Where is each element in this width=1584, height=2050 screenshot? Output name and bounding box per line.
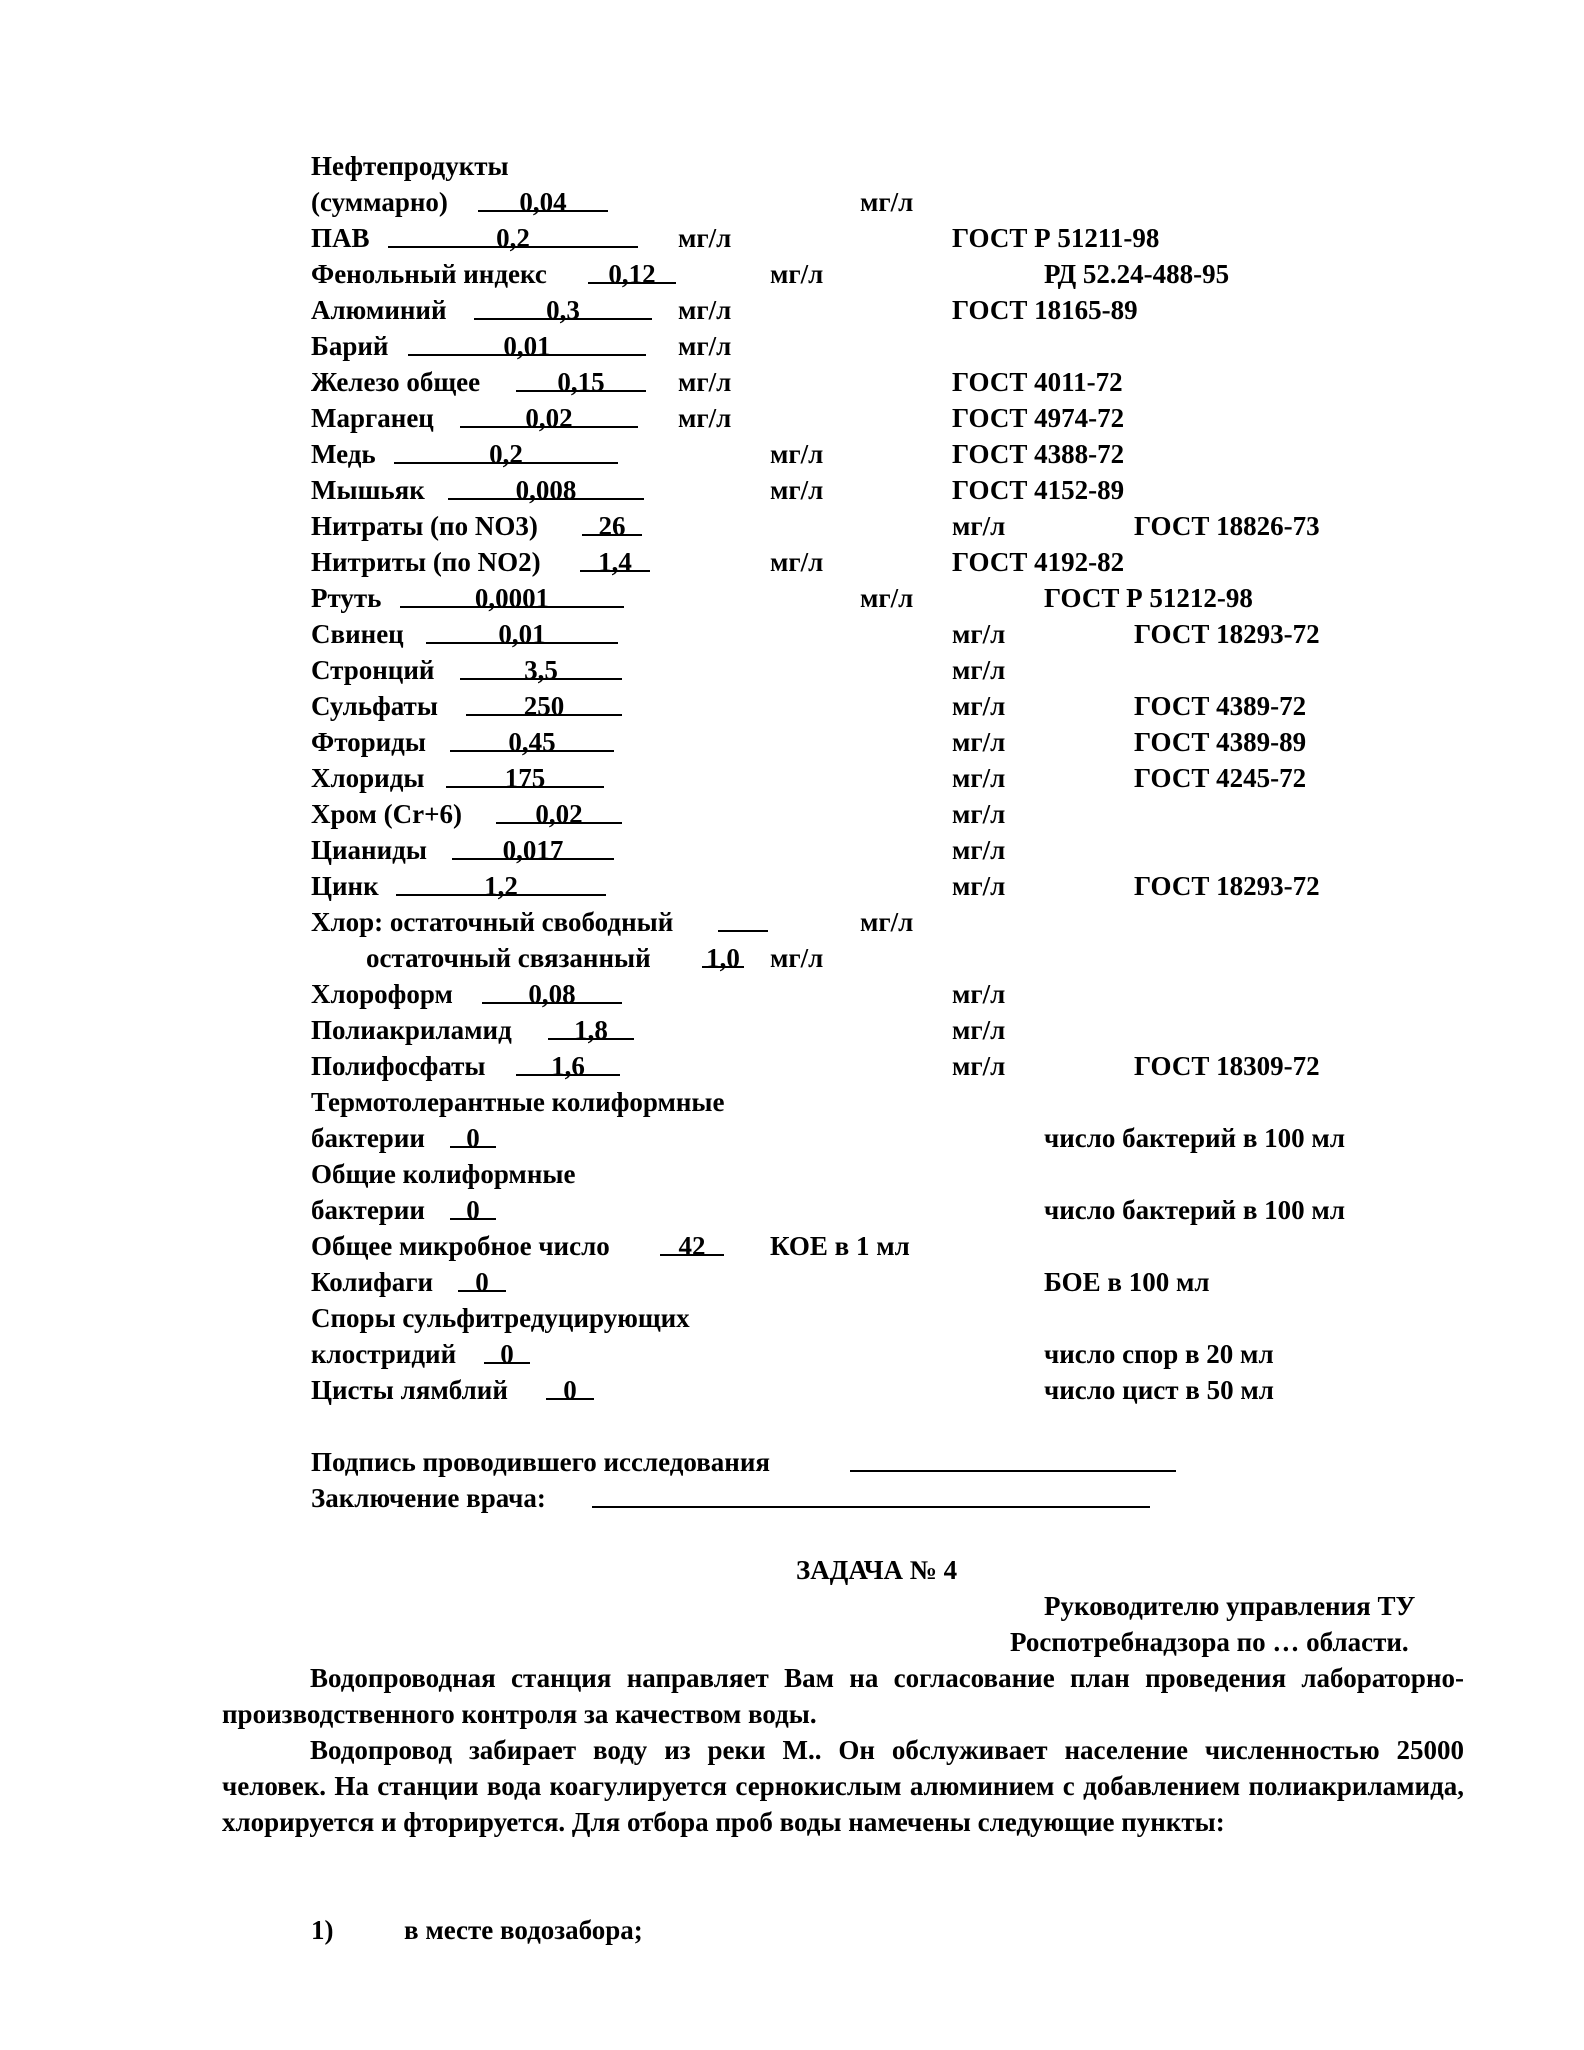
nitrity-row: [0, 544, 1584, 580]
obshchie-koliformnye-title: [0, 1156, 1584, 1192]
hloroform-row: [0, 976, 1584, 1012]
poliakrilamid-row: [0, 1012, 1584, 1048]
field-unit-or-standard: мг/л: [678, 403, 732, 433]
field-value: 0: [475, 1267, 489, 1297]
field-unit-or-standard: мг/л: [770, 439, 824, 469]
field-value: 0,08: [528, 979, 576, 1009]
field-value: 1,8: [574, 1015, 608, 1045]
field-unit-or-standard: мг/л: [952, 835, 1006, 865]
field-label: Ртуть: [311, 583, 389, 613]
field-value: 0,45: [508, 727, 556, 757]
ftoridy-row: [0, 724, 1584, 760]
field-unit-or-standard: ГОСТ 18165-89: [952, 295, 1138, 325]
marganec-row: [0, 400, 1584, 436]
termotolerantnye-row: [0, 1120, 1584, 1156]
field-value: 0: [466, 1195, 480, 1225]
field-unit-or-standard: ГОСТ 18293-72: [1134, 871, 1320, 901]
field-label: Нефтепродукты: [311, 151, 509, 181]
field-unit-or-standard: мг/л: [860, 907, 914, 937]
field-value: 0,15: [557, 367, 605, 397]
field-unit-or-standard: КОЕ в 1 мл: [770, 1231, 910, 1261]
field-value: 0,3: [546, 295, 580, 325]
field-label: ПАВ: [311, 223, 377, 253]
field-value: 0: [563, 1375, 577, 1405]
field-unit-or-standard: ГОСТ 18826-73: [1134, 511, 1320, 541]
field-label: Заключение врача:: [311, 1483, 553, 1513]
field-label: Цианиды: [311, 835, 434, 865]
field-unit-or-standard: мг/л: [952, 655, 1006, 685]
field-unit-or-standard: мг/л: [952, 1015, 1006, 1045]
spory-row: [0, 1336, 1584, 1372]
field-value: 175: [504, 763, 546, 793]
field-value: 0,02: [535, 799, 583, 829]
field-label: Полифосфаты: [311, 1051, 493, 1081]
cisty-row: [0, 1372, 1584, 1408]
field-label: Цисты лямблий: [311, 1375, 515, 1405]
cink-row: [0, 868, 1584, 904]
field-unit-or-standard: ГОСТ 18293-72: [1134, 619, 1320, 649]
field-unit-or-standard: мг/л: [952, 979, 1006, 1009]
field-label: Сульфаты: [311, 691, 445, 721]
spory-title: [0, 1300, 1584, 1336]
field-value: 0,01: [498, 619, 546, 649]
field-unit-or-standard: мг/л: [770, 259, 824, 289]
field-label: Алюминий: [311, 295, 454, 325]
field-label: Полиакриламид: [311, 1015, 519, 1045]
field-value: 1,2: [484, 871, 518, 901]
field-unit-or-standard: мг/л: [952, 763, 1006, 793]
field-unit-or-standard: ГОСТ 4974-72: [952, 403, 1125, 433]
nefteprodukty-row: [0, 184, 1584, 220]
field-unit-or-standard: мг/л: [860, 583, 914, 613]
field-unit-or-standard: ГОСТ Р 51211-98: [952, 223, 1160, 253]
field-label: клостридий: [311, 1339, 463, 1369]
field-unit-or-standard: мг/л: [952, 1051, 1006, 1081]
field-unit-or-standard: ГОСТ 4152-89: [952, 475, 1125, 505]
field-value: 42: [678, 1231, 706, 1261]
paragraph-2: Водопровод забирает воду из реки М.. Он обслуживает население численностью 25000 человек. На станции вода коагулируется сернокислым алюминием с добавлением полиакриламида, хлорируется и фторируется. Для отбора проб воды намечены следующие пункты:: [222, 1735, 1464, 1837]
field-label: Марганец: [311, 403, 441, 433]
field-label: Нитраты (по NO3): [311, 511, 545, 541]
field-unit-or-standard: мг/л: [860, 187, 914, 217]
underline-blank: [850, 1470, 1176, 1472]
nefteprodukty-title: [0, 148, 1584, 184]
field-label: Нитриты (по NO2): [311, 547, 548, 577]
field-value: 0,01: [503, 331, 551, 361]
zaklyuchenie-row: [0, 1480, 1584, 1516]
field-unit-or-standard: мг/л: [770, 547, 824, 577]
hrom-row: [0, 796, 1584, 832]
field-value: 0,12: [608, 259, 656, 289]
med-row: [0, 436, 1584, 472]
hlor-svyazannyj-row: [0, 940, 1584, 976]
field-value: 250: [523, 691, 565, 721]
sulfaty-row: [0, 688, 1584, 724]
field-label: Колифаги: [311, 1267, 440, 1297]
field-unit-or-standard: мг/л: [770, 943, 824, 973]
field-label: Хром (Cr+6): [311, 799, 469, 829]
field-label: Медь: [311, 439, 383, 469]
field-label: Термотолерантные колиформные: [311, 1087, 725, 1117]
obshchie-koliformnye-row: [0, 1192, 1584, 1228]
svinec-row: [0, 616, 1584, 652]
hloridy-row: [0, 760, 1584, 796]
field-unit-or-standard: число цист в 50 мл: [1044, 1375, 1274, 1405]
field-label: Подпись проводившего исследования: [311, 1447, 777, 1477]
podpis-row: [0, 1444, 1584, 1480]
field-label: Барий: [311, 331, 396, 361]
field-label: Фториды: [311, 727, 433, 757]
field-label: Мышьяк: [311, 475, 432, 505]
rtut-row: [0, 580, 1584, 616]
field-unit-or-standard: мг/л: [678, 367, 732, 397]
field-label: ЗАДАЧА № 4: [796, 1555, 958, 1585]
field-label: Цинк: [311, 871, 386, 901]
stroncij-row: [0, 652, 1584, 688]
field-unit-or-standard: ГОСТ Р 51212-98: [1044, 583, 1253, 613]
field-label: Роспотребнадзора по … области.: [1010, 1627, 1409, 1657]
field-unit-or-standard: ГОСТ 4192-82: [952, 547, 1125, 577]
field-label: (суммарно): [311, 187, 455, 217]
field-value: 3,5: [524, 655, 558, 685]
field-unit-or-standard: мг/л: [952, 691, 1006, 721]
field-unit-or-standard: мг/л: [678, 223, 732, 253]
field-value: 0,017: [502, 835, 564, 865]
field-label: Хлор: остаточный свободный: [311, 907, 681, 937]
zadacha-title: [0, 1552, 1584, 1588]
polifosfaty-row: [0, 1048, 1584, 1084]
field-label: Споры сульфитредуцирующих: [311, 1303, 690, 1333]
field-unit-or-standard: мг/л: [770, 475, 824, 505]
field-unit-or-standard: БОЕ в 100 мл: [1044, 1267, 1210, 1297]
pav-row: [0, 220, 1584, 256]
field-unit-or-standard: мг/л: [952, 871, 1006, 901]
field-label: Общие колиформные: [311, 1159, 576, 1189]
field-unit-or-standard: ГОСТ 4245-72: [1134, 763, 1307, 793]
field-label: Хлороформ: [311, 979, 460, 1009]
field-unit-or-standard: ГОСТ 18309-72: [1134, 1051, 1320, 1081]
field-value: 26: [598, 511, 626, 541]
list-item-1: [0, 1912, 1584, 1948]
field-value: 0,008: [515, 475, 577, 505]
field-unit-or-standard: РД 52.24-488-95: [1044, 259, 1230, 289]
field-value: 1,6: [551, 1051, 585, 1081]
field-label: Фенольный индекс: [311, 259, 554, 289]
field-label: остаточный связанный: [366, 943, 658, 973]
field-value: 0: [466, 1123, 480, 1153]
paragraph-1: Водопроводная станция направляет Вам на согласование план проведения лабораторно-производственного контроля за качеством воды.: [222, 1663, 1464, 1729]
field-label: Руководителю управления ТУ: [1044, 1591, 1416, 1621]
barij-row: [0, 328, 1584, 364]
field-unit-or-standard: мг/л: [678, 295, 732, 325]
underline-blank: [718, 930, 768, 932]
field-unit-or-standard: мг/л: [678, 331, 732, 361]
field-value: 0,04: [519, 187, 567, 217]
field-label: бактерии: [311, 1123, 432, 1153]
zhelezo-row: [0, 364, 1584, 400]
field-unit-or-standard: ГОСТ 4388-72: [952, 439, 1125, 469]
field-value: 0,2: [496, 223, 530, 253]
field-label: бактерии: [311, 1195, 432, 1225]
field-label: Хлориды: [311, 763, 432, 793]
field-unit-or-standard: число бактерий в 100 мл: [1044, 1123, 1345, 1153]
cianidy-row: [0, 832, 1584, 868]
field-unit-or-standard: мг/л: [952, 799, 1006, 829]
field-label: Стронций: [311, 655, 442, 685]
termotolerantnye-title: [0, 1084, 1584, 1120]
aluminij-row: [0, 292, 1584, 328]
field-label: 1): [311, 1915, 334, 1945]
fenol-row: [0, 256, 1584, 292]
hlor-svobodnyj-row: [0, 904, 1584, 940]
mikrobnoe-chislo-row: [0, 1228, 1584, 1264]
field-unit-or-standard: ГОСТ 4011-72: [952, 367, 1123, 397]
myshyak-row: [0, 472, 1584, 508]
field-unit-or-standard: мг/л: [952, 727, 1006, 757]
field-value: 0,0001: [474, 583, 550, 613]
field-value: 0,2: [489, 439, 523, 469]
field-unit-or-standard: ГОСТ 4389-89: [1134, 727, 1307, 757]
field-value: 1,0: [706, 943, 740, 973]
field-unit-or-standard: в месте водозабора;: [404, 1915, 643, 1945]
field-value: 1,4: [598, 547, 632, 577]
field-value: 0,02: [525, 403, 573, 433]
field-value: 0: [500, 1339, 514, 1369]
addressee-line-1: [0, 1588, 1584, 1624]
field-unit-or-standard: мг/л: [952, 619, 1006, 649]
underline-blank: [592, 1506, 1150, 1508]
field-unit-or-standard: число спор в 20 мл: [1044, 1339, 1274, 1369]
addressee-line-2: [0, 1624, 1584, 1660]
field-unit-or-standard: ГОСТ 4389-72: [1134, 691, 1307, 721]
kolifagi-row: [0, 1264, 1584, 1300]
nitraty-row: [0, 508, 1584, 544]
field-unit-or-standard: число бактерий в 100 мл: [1044, 1195, 1345, 1225]
field-label: Общее микробное число: [311, 1231, 617, 1261]
field-label: Свинец: [311, 619, 411, 649]
field-label: Железо общее: [311, 367, 487, 397]
field-unit-or-standard: мг/л: [952, 511, 1006, 541]
